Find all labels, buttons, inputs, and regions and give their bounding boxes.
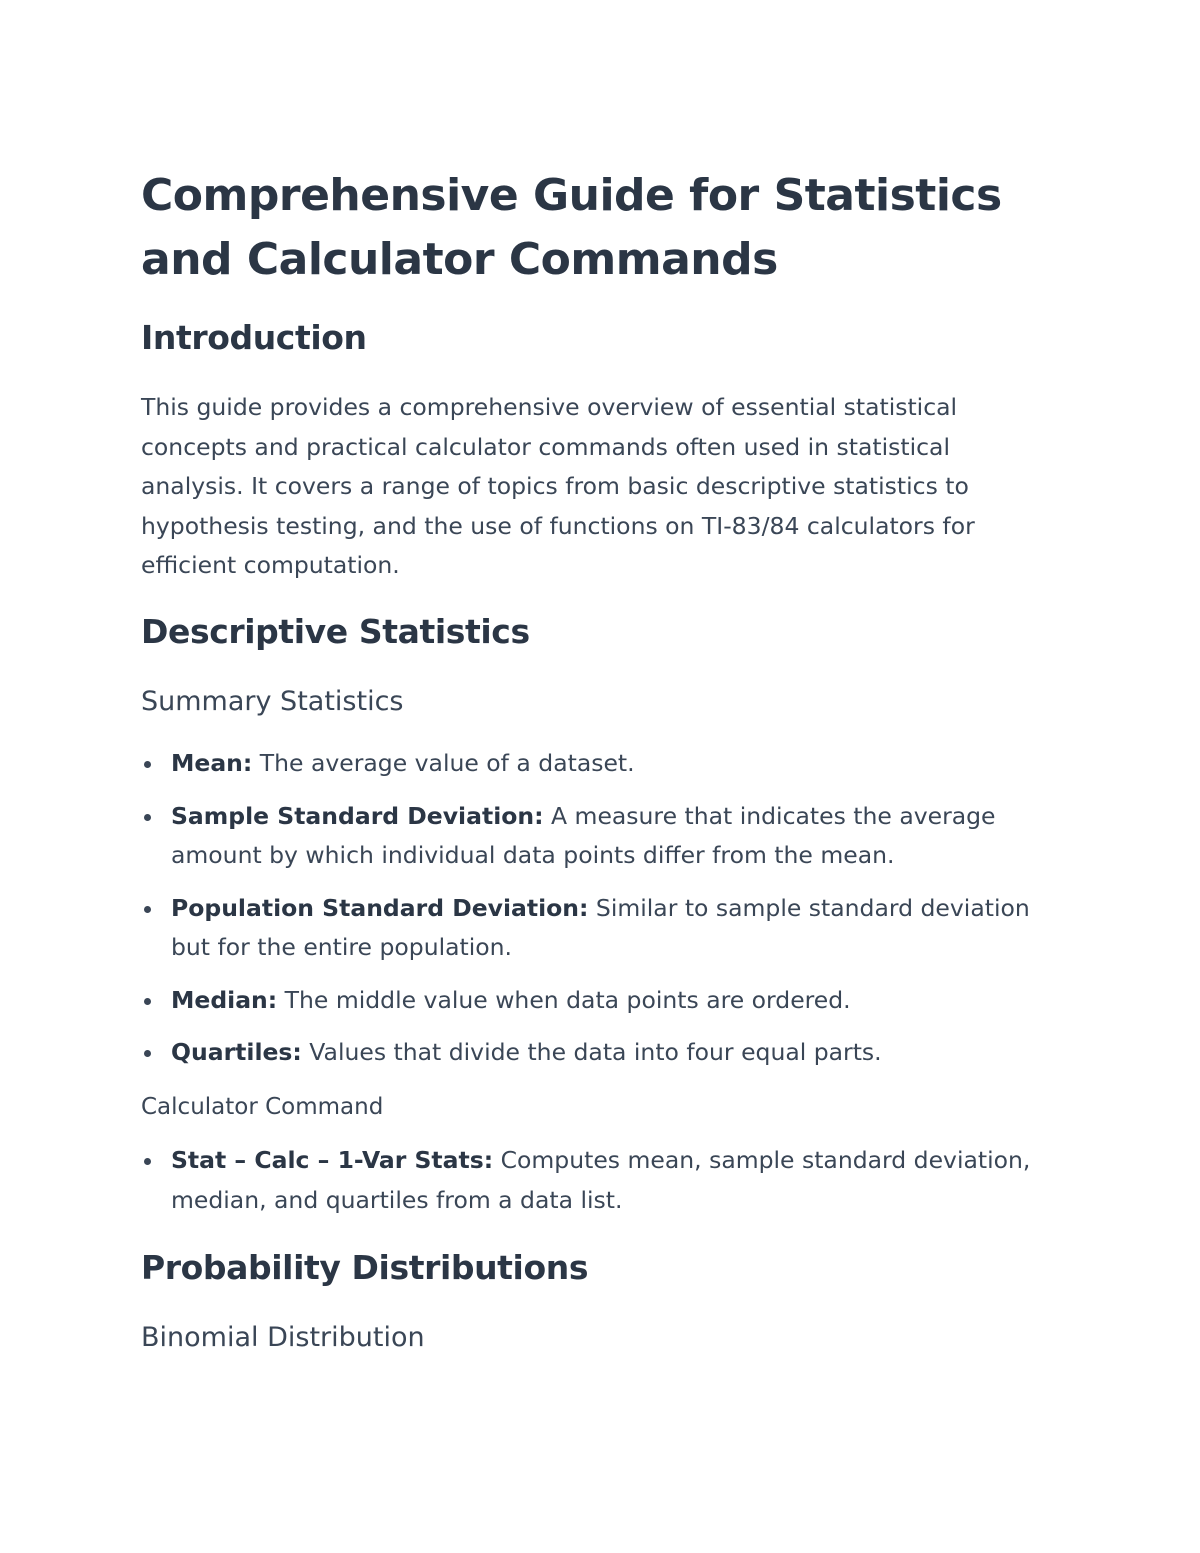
list-item-term: Stat – Calc – 1-Var Stats:	[171, 1146, 494, 1174]
list-item	[141, 1033, 1061, 1073]
calculator-command-list	[141, 1141, 1061, 1233]
list-item-description: The average value of a dataset.	[252, 749, 635, 777]
list-item	[141, 1141, 1061, 1220]
list-item	[141, 797, 1061, 876]
list-item-description: The middle value when data points are ordered.	[277, 985, 851, 1014]
list-item	[141, 981, 1061, 1021]
descriptive-statistics-heading: Descriptive Statistics	[141, 612, 530, 651]
list-item-term: Median:	[171, 985, 278, 1014]
calculator-command-heading: Calculator Command	[141, 1094, 384, 1120]
list-item-description: Values that divide the data into four equal parts.	[301, 1038, 882, 1066]
list-item-term: Sample Standard Deviation:	[171, 801, 544, 830]
introduction-heading: Introduction	[141, 318, 367, 357]
list-item	[141, 744, 1061, 784]
list-item-term: Mean:	[171, 749, 253, 777]
summary-statistics-list	[141, 744, 1061, 1086]
list-item-description: A measure that indicates the average amount by which individual data points differ from the mean.	[171, 801, 996, 869]
list-item-term: Quartiles:	[171, 1038, 302, 1066]
probability-distributions-heading: Probability Distributions	[141, 1248, 589, 1287]
summary-statistics-heading: Summary Statistics	[141, 686, 404, 717]
list-item-description: Computes mean, sample standard deviation, median, and quartiles from a data list.	[171, 1146, 1031, 1214]
binomial-distribution-heading: Binomial Distribution	[141, 1322, 425, 1353]
list-item	[141, 889, 1061, 968]
list-item-description: Similar to sample standard deviation but for the entire population.	[171, 893, 1030, 961]
introduction-paragraph: This guide provides a comprehensive overview of essential statistical concepts and practical calculator commands often used in statistical analysis. It covers a range of topics from basic descriptive statistics to hypothesis testing, and the use of functions on TI-83/84 calculators for efficient computation.	[141, 393, 975, 579]
page-title: Comprehensive Guide for Statistics and Calculator Commands	[141, 170, 1002, 285]
list-item-term: Population Standard Deviation:	[171, 893, 589, 922]
